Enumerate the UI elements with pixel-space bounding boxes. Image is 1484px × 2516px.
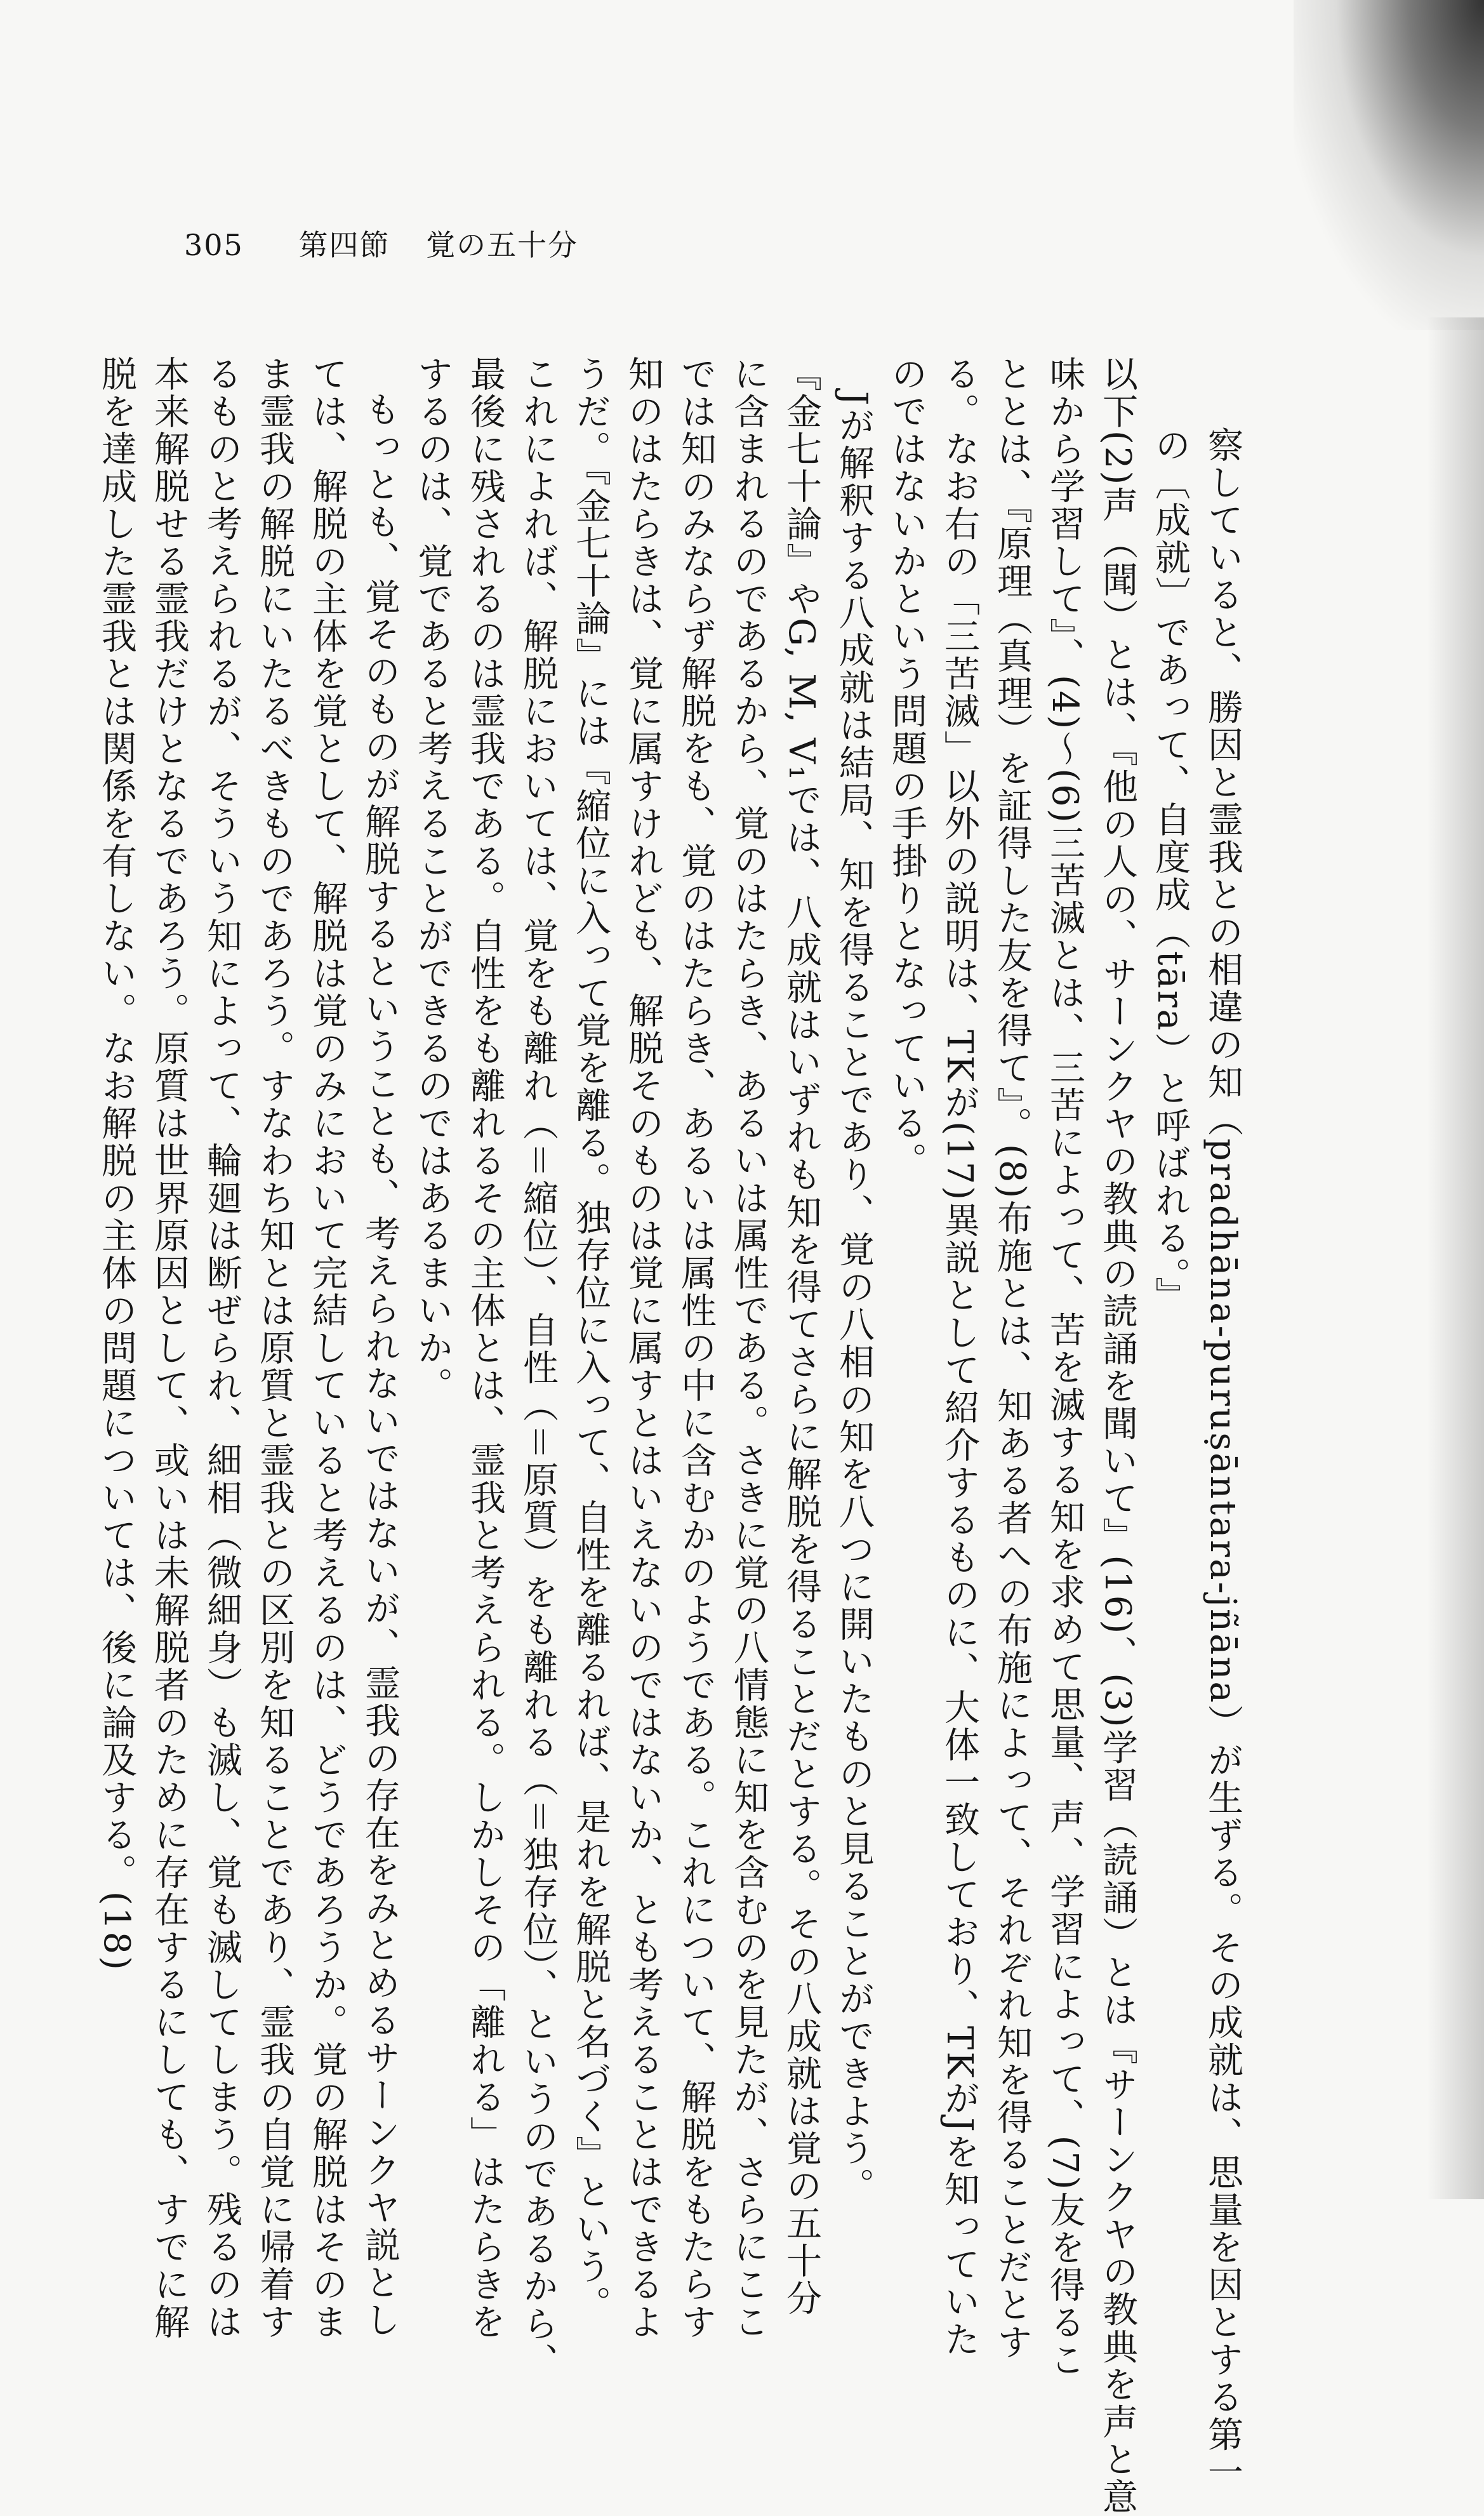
text-line: うだ。『金七十論』には『縮位に入って覚を離る。独存位に入って、自性を離るれば、是れを解脱と名づく』という。 (570, 356, 611, 2323)
scan-edge (1427, 317, 1484, 2199)
section-label: 第四節 (298, 228, 390, 262)
text-line: Jが解釈する八成就は結局、知を得ることであり、覚の八相の知を八つに開いたものと見ることができよう。 (833, 391, 875, 2206)
text-line: ま霊我の解脱にいたるべきものであろう。すなわち知とは原質と霊我との区別を知ることであり、霊我の自覚に帰着す (254, 356, 295, 2341)
section-title: 覚の五十分 (426, 228, 579, 262)
text-line: 『金七十論』やG, M, V₁では、八成就はいずれも知を得てさらに解脱を得ることだとする。その八成就は覚の五十分 (781, 356, 822, 2318)
text-line: これによれば、解脱においては、覚をも離れ（＝縮位）、自性（＝原質）をも離れる（＝独存位）、というのであるから、 (517, 356, 559, 2380)
text-line: では知のみならず解脱をも、覚のはたらき、あるいは属性の中に含むかのようである。これについて、解脱をもたらす (675, 356, 717, 2341)
scan-shadow (1294, 0, 1484, 330)
text-line: 本来解脱せる霊我だけとなるであろう。原質は世界原因として、或いは未解脱者のために存在するにしても、すでに解 (149, 356, 190, 2341)
text-line: ととは、『原理（真理）を証得した友を得て』。(8)布施とは、知ある者への布施によって、それぞれ知を得ることだとす (991, 356, 1033, 2362)
text-line: る。なお右の「三苦滅」以外の説明は、TKが(17)異説として紹介するものに、大体一致しており、TKがJを知っていた (939, 356, 980, 2359)
running-header (184, 222, 578, 264)
text-line: 察していると、勝因と霊我との相違の知（pradhāna-puruṣāntara-jñāna）が生ずる。その成就は、思量を因とする第一 (1202, 427, 1243, 2491)
text-line: るものと考えられるが、そういう知によって、輪廻は断ぜられ、細相（微細身）も滅し、覚も滅してしまう。残るのは (201, 356, 242, 2341)
text-body (90, 356, 1249, 2516)
text-line: に含まれるのであるから、覚のはたらき、あるいは属性である。さきに覚の八情態に知を含むのを見たが、さらにここ (728, 356, 769, 2341)
text-line: のではないかという問題の手掛りとなっている。 (886, 356, 927, 1180)
text-line: 最後に残されるのは霊我である。自性をも離れるその主体とは、霊我と考えられる。しかしその「離れる」はたらきを (465, 356, 506, 2341)
text-line: するのは、覚であると考えることができるのではあるまいか。 (412, 356, 453, 1404)
text-line: 知のはたらきは、覚に属すけれども、解脱そのものは覚に属すとはいえないのではないか、とも考えることはできるよ (623, 356, 664, 2341)
text-line: もっとも、覚そのものが解脱するということも、考えられないではないが、霊我の存在をみとめるサーンクヤ説とし (359, 391, 401, 2339)
text-line: 脱を達成した霊我とは関係を有しない。なお解脱の主体の問題については、後に論及する。(18) (96, 356, 137, 1972)
text-line: ては、解脱の主体を覚として、解脱は覚のみにおいて完結していると考えるのは、どうであろうか。覚の解脱はそのま (307, 356, 348, 2341)
text-line: 味から学習して』、(4)〜(6)三苦滅とは、三苦によって、苦を滅する知を求めて思量、声、学習によって、(7)友を得るこ (1044, 356, 1085, 2379)
text-line: の〔成就〕であって、自度成（tāra）と呼ばれる。』 (1149, 427, 1191, 1315)
text-line: 以下(2)声（聞）とは、『他の人の、サーンクヤの教典の読誦を聞いて』(16)、(3)学習（読誦）とは『サーンクヤの教典を声と意 (1097, 356, 1138, 2516)
page-number: 305 (184, 228, 244, 262)
